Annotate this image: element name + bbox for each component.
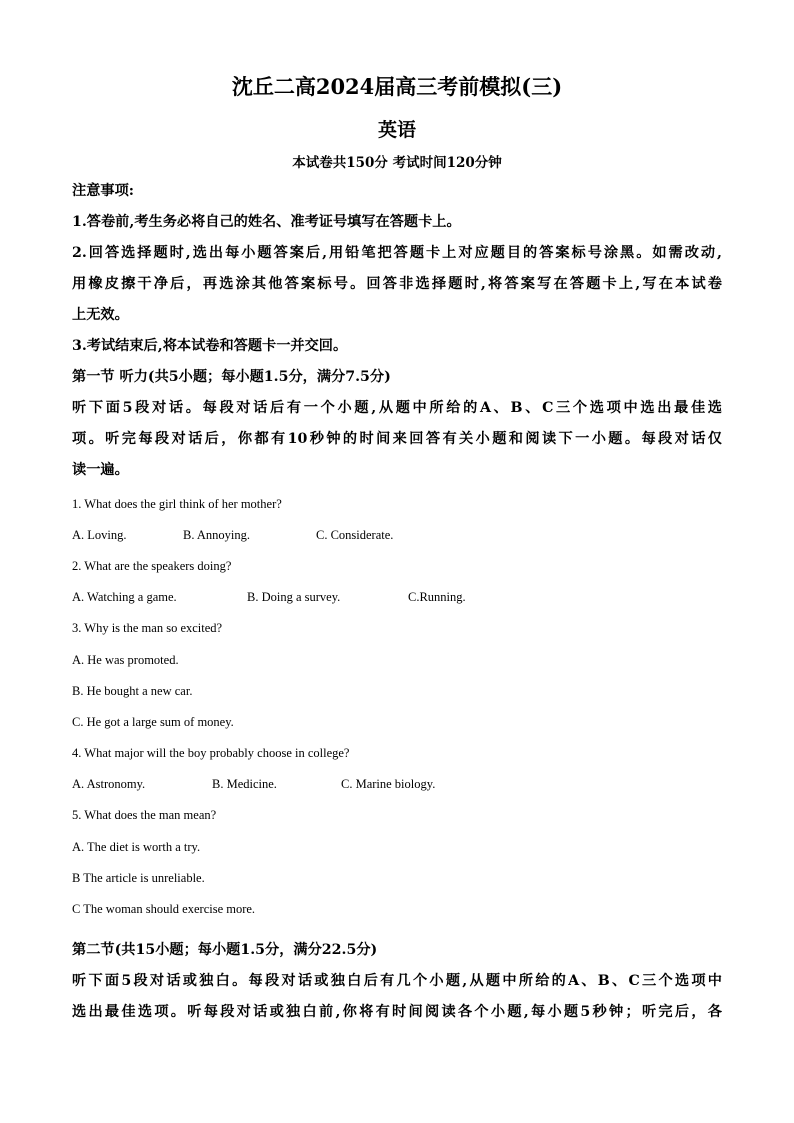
question-4-option-b: B. Medicine. xyxy=(212,777,277,791)
question-5-option-a: A. The diet is worth a try. xyxy=(72,840,201,854)
section2 xyxy=(72,935,722,1028)
exam-info: 本试卷共150分 考试时间120分钟 xyxy=(292,155,502,171)
subject-title: 英语 xyxy=(377,119,416,141)
question-1-stem: 1. What does the girl think of her mother? xyxy=(72,497,282,511)
section2-instruction-line-2: 选出最佳选项。听每段对话或独白前,你将有时间阅读各个小题,每小题5秒钟；听完后，各 xyxy=(72,1004,722,1020)
question-2-option-b: B. Doing a survey. xyxy=(247,590,341,604)
notes-item-1: 1.答卷前,考生务必将自己的姓名、准考证号填写在答题卡上。 xyxy=(72,214,461,230)
section2-heading: 第二节(共15小题；每小题1.5分，满分22.5分) xyxy=(72,942,378,958)
question-5-option-c: C The woman should exercise more. xyxy=(72,902,256,916)
section1-heading: 第一节 听力(共5小题；每小题1.5分，满分7.5分) xyxy=(72,369,391,385)
question-5-stem: 5. What does the man mean? xyxy=(72,808,217,822)
section1-instruction-line-1: 听下面5段对话。每段对话后有一个小题,从题中所给的A、B、C三个选项中选出最佳选 xyxy=(72,400,722,416)
question-3-option-a: A. He was promoted. xyxy=(72,653,179,667)
notes-item-2-line-1: 2.回答选择题时,选出每小题答案后,用铅笔把答题卡上对应题目的答案标号涂黑。如需改动, xyxy=(72,245,722,261)
question-4-option-a: A. Astronomy. xyxy=(72,777,146,791)
section1-instruction-line-2: 项。听完每段对话后，你都有10秒钟的时间来回答有关小题和阅读下一小题。每段对话仅 xyxy=(72,431,722,447)
notes-item-3: 3.考试结束后,将本试卷和答题卡一并交回。 xyxy=(72,338,348,354)
exam-title: 沈丘二高2024届高三考前模拟(三) xyxy=(231,74,563,99)
question-5-option-b: B The article is unreliable. xyxy=(72,871,205,885)
question-3-option-c: C. He got a large sum of money. xyxy=(72,715,234,729)
notes-item-2-line-2: 用橡皮擦干净后，再选涂其他答案标号。回答非选择题时,将答案写在答题卡上,写在本试卷 xyxy=(72,276,722,292)
question-3-option-b: B. He bought a new car. xyxy=(72,684,193,698)
section1-instruction-line-3: 读一遍。 xyxy=(72,462,129,478)
question-3-stem: 3. Why is the man so excited? xyxy=(72,621,223,635)
section2-instruction-line-1: 听下面5段对话或独白。每段对话或独白后有几个小题,从题中所给的A、B、C三个选项中 xyxy=(72,973,722,989)
question-2-option-c: C.Running. xyxy=(408,590,466,604)
question-4-stem: 4. What major will the boy probably choose in college? xyxy=(72,746,350,760)
question-2-option-a: A. Watching a game. xyxy=(72,590,177,604)
question-1-option-c: C. Considerate. xyxy=(316,528,394,542)
notes-section xyxy=(72,176,722,486)
question-1-option-b: B. Annoying. xyxy=(183,528,251,542)
question-1-option-a: A. Loving. xyxy=(72,528,127,542)
question-4-option-c: C. Marine biology. xyxy=(341,777,436,791)
question-2-stem: 2. What are the speakers doing? xyxy=(72,559,232,573)
notes-heading: 注意事项: xyxy=(72,183,134,199)
notes-item-2-line-3: 上无效。 xyxy=(72,307,129,323)
